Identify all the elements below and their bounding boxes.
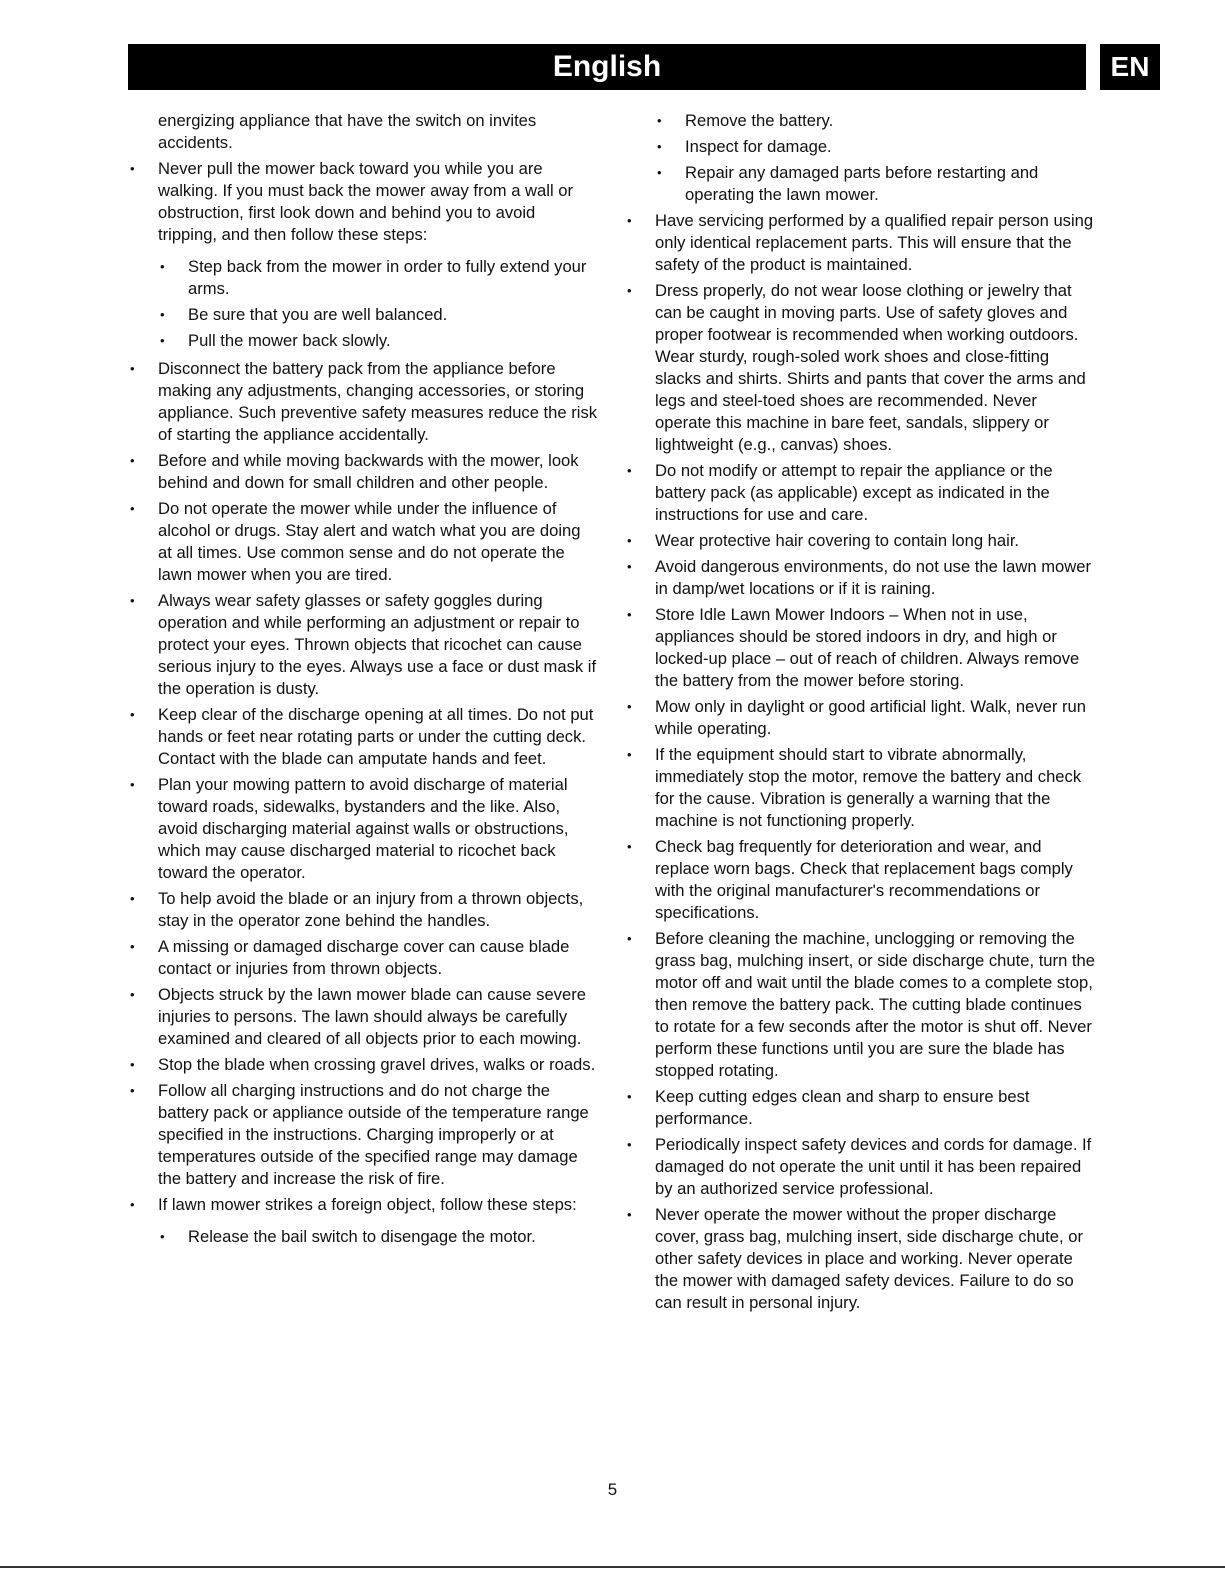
list-item: • Plan your mowing pattern to avoid discharge of material toward roads, sidewalks, bystanders and the like. Also, avoid discharging material against walls or obstructions, which may cause discharged material to ricochet back toward the operator.	[158, 774, 598, 884]
left-column	[158, 110, 598, 1254]
language-code: EN	[1110, 51, 1150, 82]
list-item	[158, 158, 598, 352]
list-item: • Before and while moving backwards with the mower, look behind and down for small children and other people.	[158, 450, 598, 494]
list-item: • Periodically inspect safety devices and cords for damage. If damaged do not operate the unit until it has been repaired by an authorized service professional.	[655, 1134, 1095, 1200]
list-item: • Store Idle Lawn Mower Indoors – When not in use, appliances should be stored indoors in dry, and high or locked-up place – out of reach of children. Always remove the battery from the mower before storing.	[655, 604, 1095, 692]
list-item: • Disconnect the battery pack from the appliance before making any adjustments, changing accessories, or storing appliance. Such preventive safety measures reduce the risk of starting the appliance accidentally.	[158, 358, 598, 446]
list-item: • Have servicing performed by a qualified repair person using only identical replacement parts. This will ensure that the safety of the product is maintained.	[655, 210, 1095, 276]
list-item: • A missing or damaged discharge cover can cause blade contact or injuries from thrown objects.	[158, 936, 598, 980]
continued-sub-list	[685, 110, 1095, 206]
list-item: • To help avoid the blade or an injury from a thrown objects, stay in the operator zone behind the handles.	[158, 888, 598, 932]
list-item: • Never operate the mower without the proper discharge cover, grass bag, mulching insert, side discharge chute, or other safety devices in place and working. Never operate the mower with damaged safety devices. Failure to do so can result in personal injury.	[655, 1204, 1095, 1314]
sub-list-item: • Inspect for damage.	[685, 136, 1095, 158]
list-item: • Check bag frequently for deterioration and wear, and replace worn bags. Check that replacement bags comply with the original manufacturer's recommendations or specifications.	[655, 836, 1095, 924]
list-item: • Avoid dangerous environments, do not use the lawn mower in damp/wet locations or if it is raining.	[655, 556, 1095, 600]
list-item-text: Never pull the mower back toward you while you are walking. If you must back the mower away from a wall or obstruction, first look down and behind you to avoid tripping, and then follow these steps:	[158, 159, 573, 244]
list-item: • Keep cutting edges clean and sharp to ensure best performance.	[655, 1086, 1095, 1130]
sub-list	[188, 1226, 598, 1248]
sub-list-item: • Remove the battery.	[685, 110, 1095, 132]
sub-list-item: • Release the bail switch to disengage the motor.	[188, 1226, 598, 1248]
sub-list	[188, 256, 598, 352]
page-number: 5	[607, 1480, 618, 1499]
list-item	[158, 1194, 598, 1248]
list-item: • Wear protective hair covering to contain long hair.	[655, 530, 1095, 552]
list-item: • Keep clear of the discharge opening at all times. Do not put hands or feet near rotating parts or under the cutting deck. Contact with the blade can amputate hands and feet.	[158, 704, 598, 770]
list-item: • Always wear safety glasses or safety goggles during operation and while performing an adjustment or repair to protect your eyes. Thrown objects that ricochet can cause serious injury to the eyes. Always use a face or dust mask if the operation is dusty.	[158, 590, 598, 700]
language-badge	[1100, 44, 1160, 90]
sub-list-item: • Pull the mower back slowly.	[188, 330, 598, 352]
list-item: • Objects struck by the lawn mower blade can cause severe injuries to persons. The lawn should always be carefully examined and cleared of all objects prior to each mowing.	[158, 984, 598, 1050]
list-item: • Do not modify or attempt to repair the appliance or the battery pack (as applicable) except as indicated in the instructions for use and care.	[655, 460, 1095, 526]
list-item: • Do not operate the mower while under the influence of alcohol or drugs. Stay alert and watch what you are doing at all times. Use common sense and do not operate the lawn mower when you are tired.	[158, 498, 598, 586]
right-bullet-list	[655, 210, 1095, 1314]
sub-list-item: • Step back from the mower in order to fully extend your arms.	[188, 256, 598, 300]
list-item: • Mow only in daylight or good artificial light. Walk, never run while operating.	[655, 696, 1095, 740]
continuation-text: energizing appliance that have the switch on invites accidents.	[158, 111, 537, 152]
list-item-text: If lawn mower strikes a foreign object, follow these steps:	[158, 1195, 577, 1214]
list-item: • Follow all charging instructions and do not charge the battery pack or appliance outside of the temperature range specified in the instructions. Charging improperly or at temperatures outside of the specified range may damage the battery and increase the risk of fire.	[158, 1080, 598, 1190]
right-column	[655, 110, 1095, 1318]
sub-list-item: • Repair any damaged parts before restarting and operating the lawn mower.	[685, 162, 1095, 206]
list-item: • Before cleaning the machine, unclogging or removing the grass bag, mulching insert, or side discharge chute, turn the motor off and wait until the blade comes to a complete stop, then remove the battery pack. The cutting blade continues to rotate for a few seconds after the motor is shut off. Never perform these functions until you are sure the blade has stopped rotating.	[655, 928, 1095, 1082]
list-item: • If the equipment should start to vibrate abnormally, immediately stop the motor, remove the battery and check for the cause. Vibration is generally a warning that the machine is not functioning properly.	[655, 744, 1095, 832]
left-bullet-list	[158, 158, 598, 1248]
bottom-divider	[0, 1566, 1225, 1568]
list-item: • Stop the blade when crossing gravel drives, walks or roads.	[158, 1054, 598, 1076]
language-header-bar	[128, 44, 1086, 90]
header-title: English	[552, 50, 662, 83]
list-item: • Dress properly, do not wear loose clothing or jewelry that can be caught in moving parts. Use of safety gloves and proper footwear is recommended when working outdoors. Wear sturdy, rough-soled work shoes and close-fitting slacks and shirts. Shirts and pants that cover the arms and legs and steel-toed shoes are recommended. Never operate this machine in bare feet, sandals, slippery or lightweight (e.g., canvas) shoes.	[655, 280, 1095, 456]
sub-list-item: • Be sure that you are well balanced.	[188, 304, 598, 326]
